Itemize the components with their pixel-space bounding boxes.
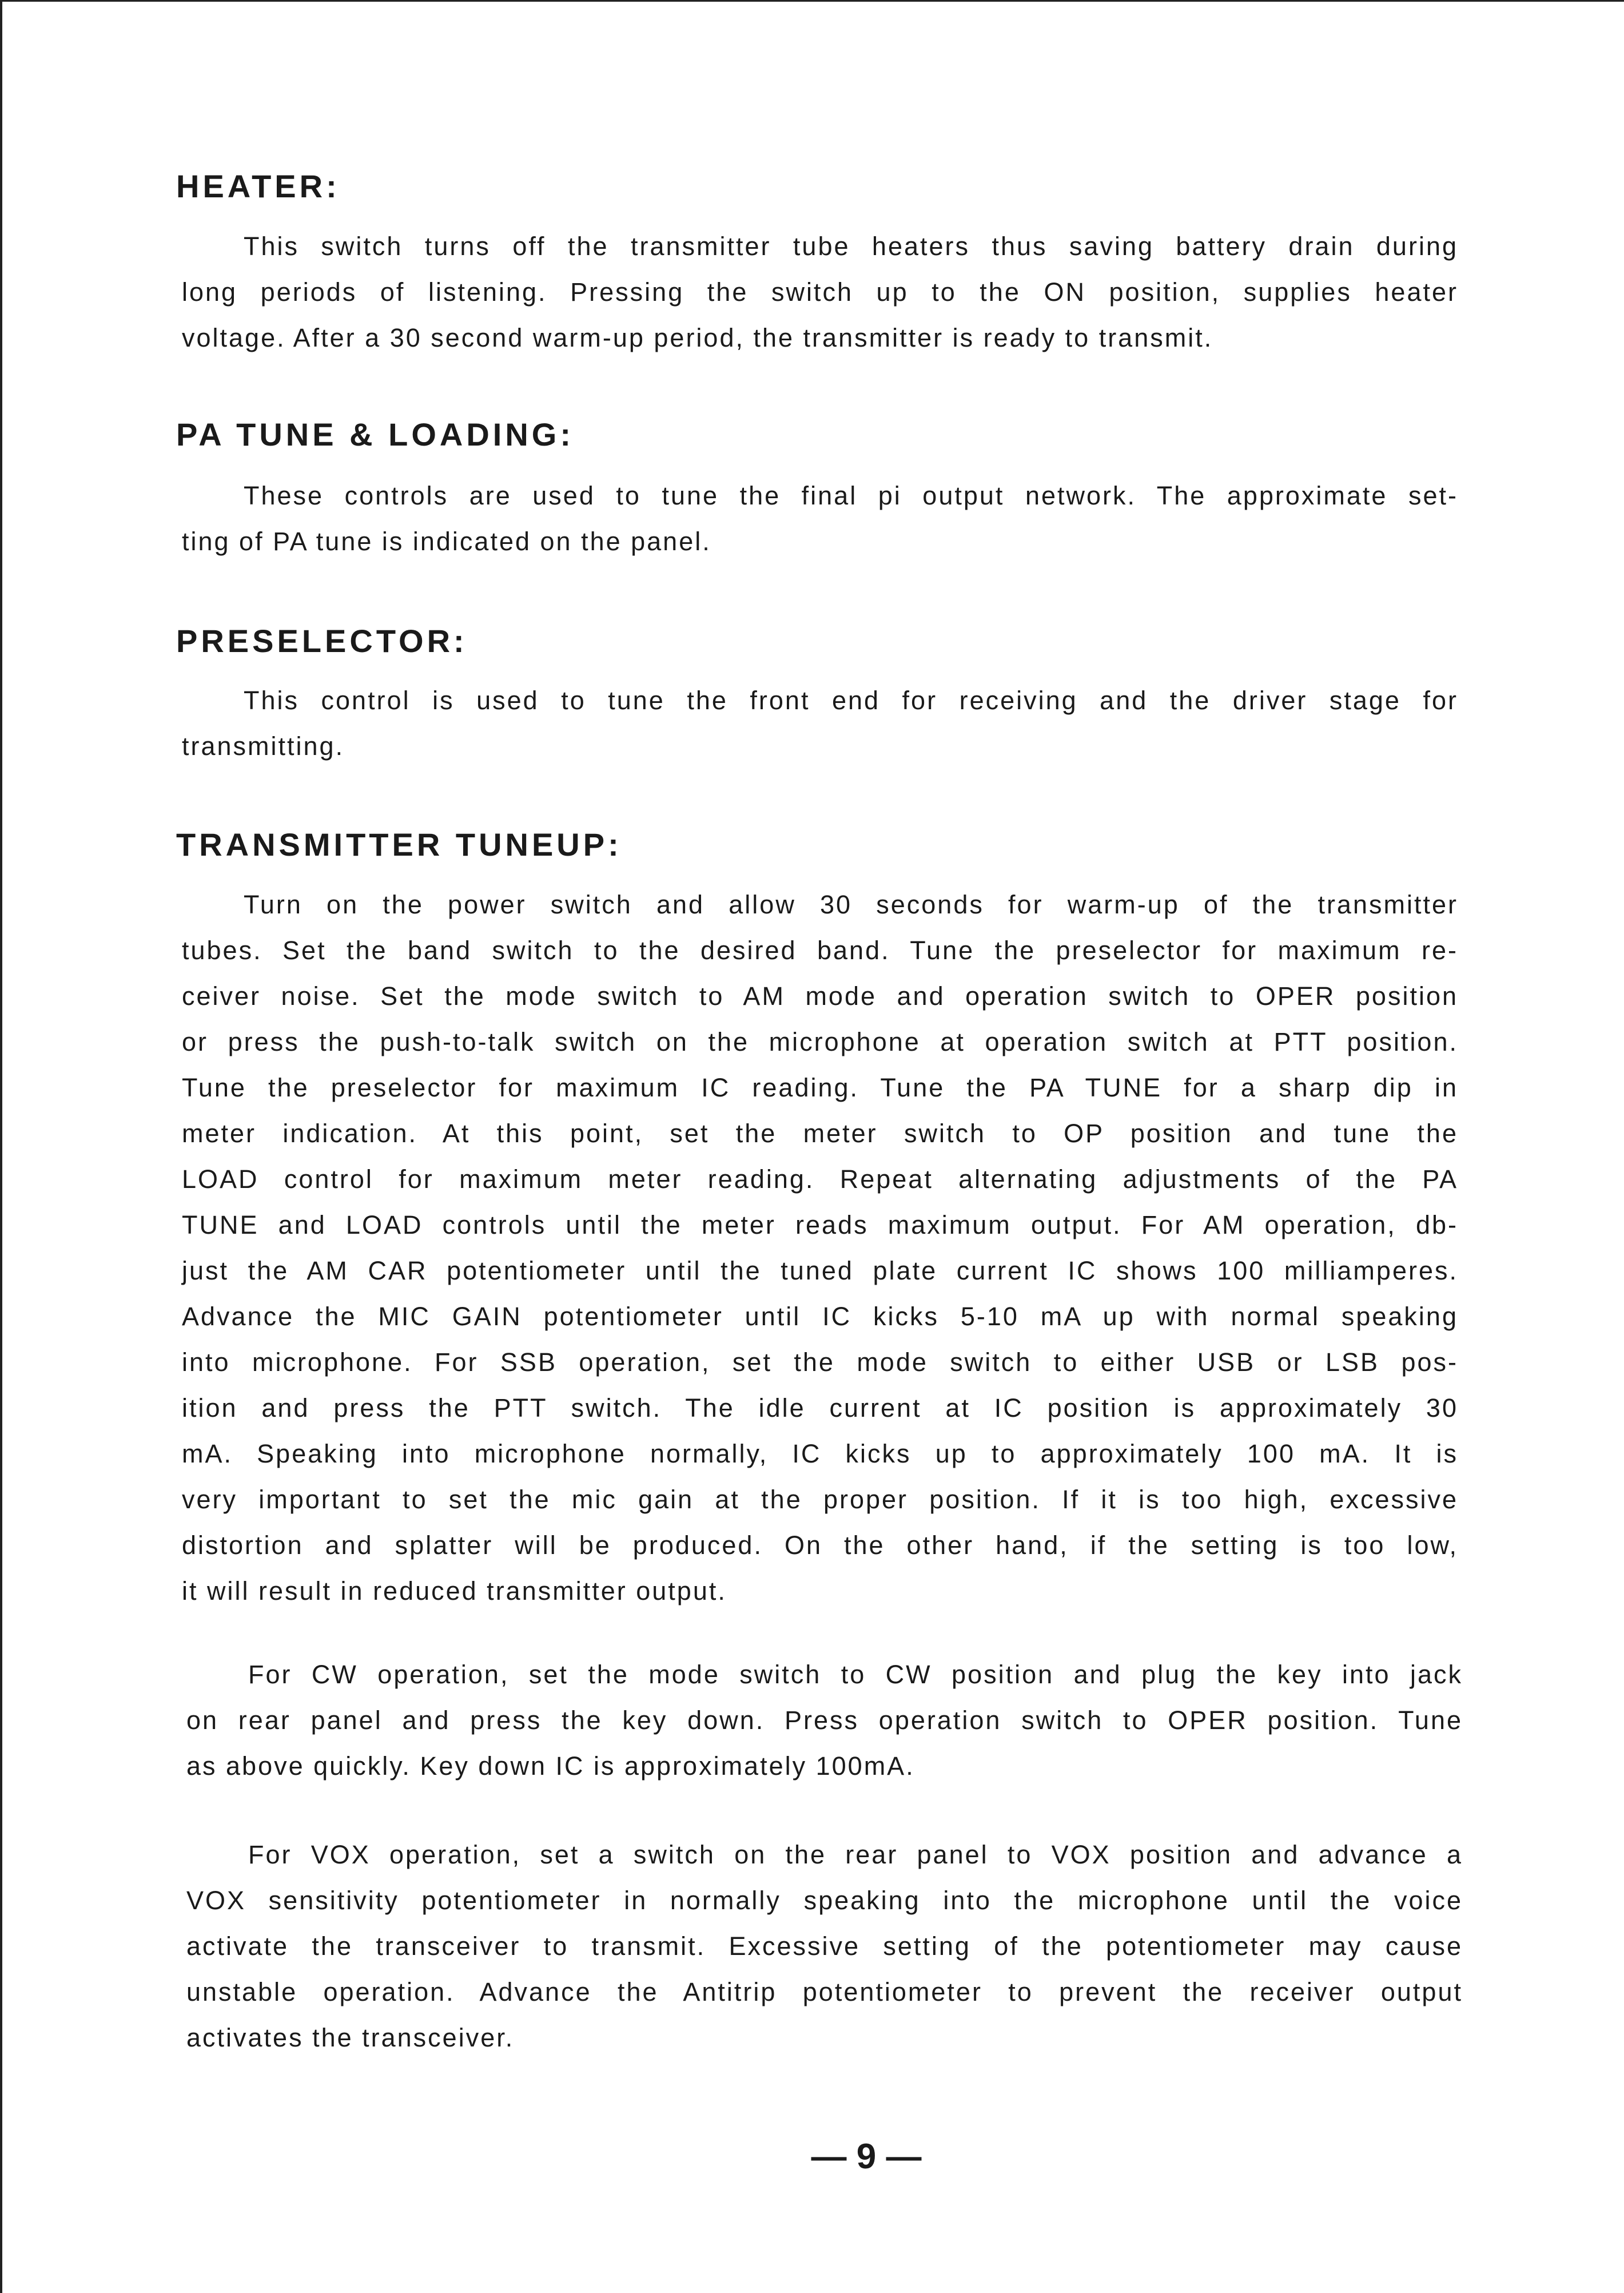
text-line: transmitting. [182,732,345,761]
text-line: Tune the preselector for maximum IC reading. Tune the PA TUNE for a sharp dip in [182,1073,1458,1102]
text-line: ition and press the PTT switch. The idle current at IC position is approximately 30 [182,1393,1458,1422]
text-line: ting of PA tune is indicated on the panel. [182,527,711,556]
text-line: or press the push-to-talk switch on the microphone at operation switch at PTT position. [182,1027,1458,1056]
text-line: VOX sensitivity potentiometer in normally speaking into the microphone until the voice [186,1886,1463,1915]
text-line: very important to set the mic gain at the proper position. If it is too high, excessive [182,1485,1458,1514]
text-line: For CW operation, set the mode switch to CW position and plug the key into jack [248,1660,1463,1689]
page-border-top [0,0,1624,2]
text-line: tubes. Set the band switch to the desired band. Tune the preselector for maximum re- [182,936,1458,965]
text-line: Turn on the power switch and allow 30 seconds for warm-up of the transmitter [244,890,1458,919]
text-line: distortion and splatter will be produced. On the other hand, if the setting is too low, [182,1531,1458,1560]
text-line: meter indication. At this point, set the meter switch to OP position and tune the [182,1119,1458,1148]
text-line: into microphone. For SSB operation, set the mode switch to either USB or LSB pos- [182,1348,1458,1377]
text-line: For VOX operation, set a switch on the rear panel to VOX position and advance a [248,1840,1463,1869]
text-line: as above quickly. Key down IC is approximately 100mA. [186,1751,915,1781]
text-line: activates the transceiver. [186,2023,515,2052]
text-line: voltage. After a 30 second warm-up period, the transmitter is ready to transmit. [182,323,1213,352]
paragraph [186,1652,1463,1789]
section-heading: HEATER: [176,168,340,204]
text-line: Advance the MIC GAIN potentiometer until IC kicks 5-10 mA up with normal speaking [182,1302,1458,1331]
text-line: TUNE and LOAD controls until the meter reads maximum output. For AM operation, db- [182,1210,1458,1239]
section-heading: PRESELECTOR: [176,623,468,659]
paragraph [186,1832,1463,2061]
paragraph [182,678,1458,769]
text-line: This switch turns off the transmitter tube heaters thus saving battery drain during [244,232,1458,261]
section-heading: TRANSMITTER TUNEUP: [176,826,622,863]
paragraph [182,224,1458,361]
section-heading: PA TUNE & LOADING: [176,416,574,452]
text-line: just the AM CAR potentiometer until the tuned plate current IC shows 100 milliamperes. [182,1256,1458,1285]
paragraph [182,882,1458,1614]
text-line: on rear panel and press the key down. Press operation switch to OPER position. Tune [186,1706,1463,1735]
text-line: mA. Speaking into microphone normally, IC kicks up to approximately 100 mA. It is [182,1439,1458,1468]
page-number: — 9 — [811,2137,922,2176]
text-line: long periods of listening. Pressing the switch up to the ON position, supplies heater [182,277,1458,307]
text-line: ceiver noise. Set the mode switch to AM mode and operation switch to OPER position [182,981,1458,1011]
text-line: These controls are used to tune the final pi output network. The approximate set- [244,481,1458,510]
text-line: This control is used to tune the front end for receiving and the driver stage for [244,686,1458,715]
text-line: activate the transceiver to transmit. Excessive setting of the potentiometer may cause [186,1932,1463,1961]
text-line: LOAD control for maximum meter reading. Repeat alternating adjustments of the PA [182,1165,1458,1194]
paragraph [182,473,1458,565]
text-line: it will result in reduced transmitter output. [182,1576,727,1606]
page-border-left [0,0,2,2293]
text-line: unstable operation. Advance the Antitrip potentiometer to prevent the receiver output [186,1977,1463,2006]
